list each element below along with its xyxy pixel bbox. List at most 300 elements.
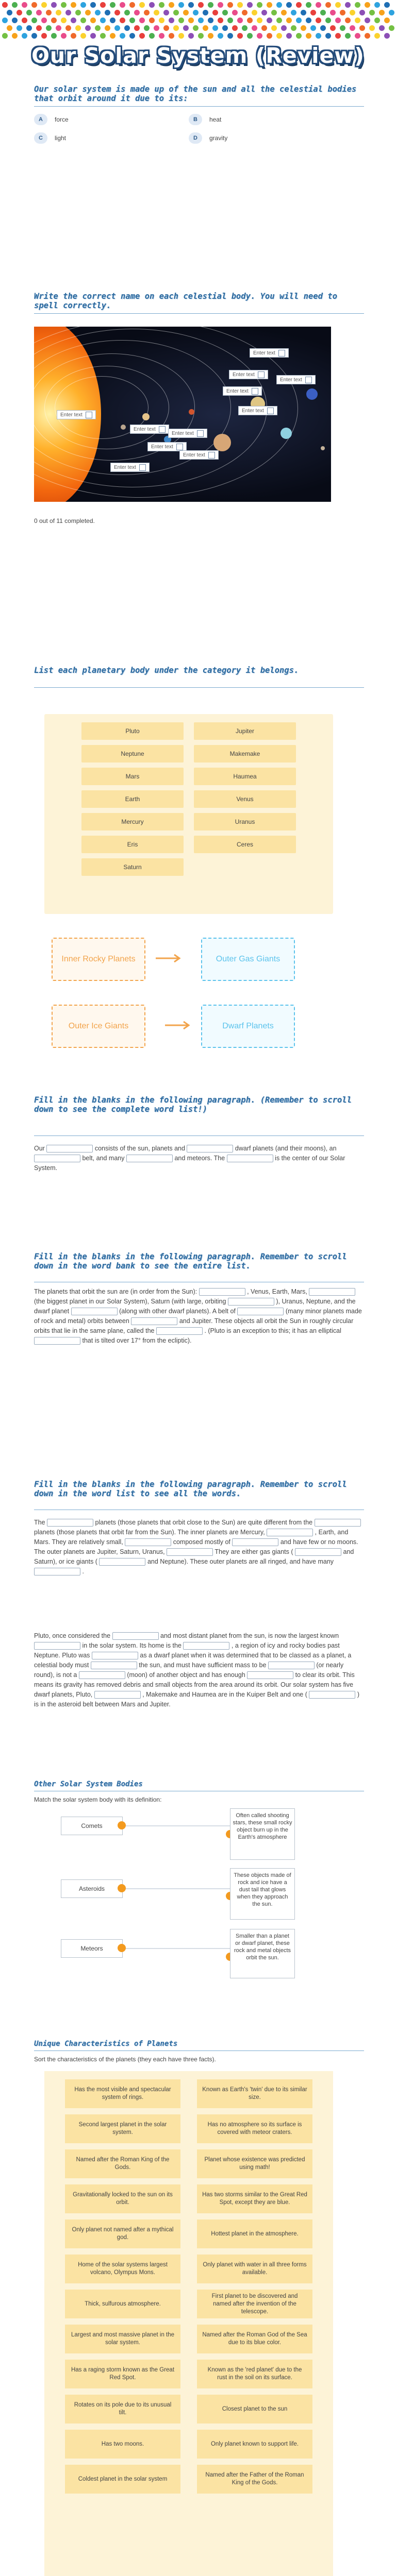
confetti-dot: [325, 33, 331, 39]
confetti-dot: [71, 18, 76, 23]
confetti-banner-top: [0, 0, 396, 42]
category-outer-ice[interactable]: Outer Ice Giants: [52, 1005, 145, 1048]
drag-item[interactable]: Eris: [81, 836, 184, 853]
confetti-dot: [61, 33, 67, 39]
blank-input[interactable]: [267, 1529, 313, 1536]
characteristic-item[interactable]: Rotates on its pole due to its unusual tilt.: [65, 2395, 180, 2424]
confetti-dot: [389, 10, 394, 15]
confetti-dot: [340, 10, 345, 15]
section-title-name-bodies: Write the correct name on each celestial body. You will need to spell correctly.: [34, 292, 337, 310]
section-title-other-bodies: Other Solar System Bodies: [34, 1780, 143, 1788]
confetti-dot: [252, 25, 257, 31]
blank-input[interactable]: [34, 1155, 80, 1162]
characteristic-item[interactable]: Has two storms similar to the Great Red Spot, except they are blue.: [197, 2184, 312, 2213]
match-handle[interactable]: [118, 1821, 126, 1829]
confetti-dot: [261, 25, 267, 31]
drag-item[interactable]: Venus: [194, 790, 296, 808]
sort-instruction: Sort the characteristics of the planets (they each have three facts).: [34, 2056, 216, 2063]
drag-item[interactable]: Earth: [81, 790, 184, 808]
match-definition[interactable]: These objects made of rock and ice have a dust tail that glows when they approach the sun.: [230, 1868, 295, 1920]
confetti-dot: [384, 33, 390, 39]
drag-item[interactable]: Ceres: [194, 836, 296, 853]
match-term-asteroids[interactable]: Asteroids: [61, 1879, 123, 1898]
confetti-dot: [212, 10, 218, 15]
page-title: Our Solar System (Review): [31, 43, 365, 68]
confetti-dot: [276, 18, 282, 23]
paragraph-dwarf-planets: Pluto, once considered the and most distant planet from the sun, is now the largest known in the solar system. Its home is the , a region of icy and rocky bodies past Neptune. Pluto was as a dwarf planet when it was determined that to be classed as a planet, a celestial body must the sun, and must have sufficient mass to be (or nearly round), is not a (moon) of another object and has enough to clear its orbit. This means its gravity has removed debris and small objects from the area around its orbit. Our solar system has five dwarf planets, Pluto, , Makemake and Haumea are in the Kuiper Belt and one ( ) is in the asteroid belt between Mars and Jupiter.: [34, 1632, 360, 1708]
confetti-dot: [222, 10, 228, 15]
confetti-dot: [203, 10, 208, 15]
blank-input[interactable]: [34, 1642, 80, 1650]
blank-input[interactable]: [79, 1671, 125, 1679]
venus: [142, 413, 150, 420]
confetti-dot: [379, 10, 385, 15]
confetti-dot: [80, 33, 86, 39]
confetti-dot: [188, 18, 194, 23]
section-title-fill-blanks-2: Fill in the blanks in the following paragraph. Remember to scroll down in the word bank to see the entire list.: [34, 1252, 347, 1270]
confetti-dot: [345, 33, 351, 39]
confetti-dot: [227, 2, 233, 8]
confetti-dot: [306, 33, 311, 39]
arrow-right-icon: [155, 953, 183, 963]
confetti-dot: [183, 25, 189, 31]
confetti-dot: [188, 2, 194, 8]
drag-item[interactable]: Makemake: [194, 745, 296, 762]
confetti-dot: [163, 10, 169, 15]
blank-input[interactable]: [71, 1308, 118, 1315]
blank-input[interactable]: [199, 1288, 245, 1296]
confetti-dot: [350, 25, 355, 31]
option-letter: C: [34, 132, 47, 144]
confetti-dot: [193, 25, 199, 31]
option-letter: A: [34, 114, 47, 125]
confetti-dot: [129, 2, 135, 8]
confetti-dot: [120, 2, 125, 8]
drag-item[interactable]: Uranus: [194, 813, 296, 831]
paragraph-inner-outer: The planets (those planets that orbit close to the Sun) are quite different from the planets (those planets that orbit far from the Sun). The inner planets are Mercury, , Earth, and Mars. They are relatively small, composed mostly of and have few or no moons. The outer planets are Jupiter, Saturn, Uranus, They are either gas giants ( and Saturn), or ice giants ( and Neptune). These outer planets are all ringed, and have many .: [34, 1518, 364, 1577]
confetti-dot: [61, 2, 67, 8]
pluto: [321, 446, 325, 450]
match-definition[interactable]: Smaller than a planet or dwarf planet, these rock and metal objects orbit the sun.: [230, 1929, 295, 1978]
confetti-dot: [120, 18, 125, 23]
confetti-dot: [389, 25, 394, 31]
confetti-dot: [114, 25, 120, 31]
drag-item[interactable]: Mercury: [81, 813, 184, 831]
characteristic-item[interactable]: First planet to be discovered and named after the invention of the telescope.: [197, 2290, 312, 2318]
confetti-dot: [365, 2, 370, 8]
confetti-dot: [310, 25, 316, 31]
confetti-dot: [154, 25, 159, 31]
confetti-dot: [369, 25, 375, 31]
drag-item[interactable]: Saturn: [81, 858, 184, 876]
confetti-dot: [208, 33, 213, 39]
label-input[interactable]: Enter text: [168, 429, 207, 438]
match-term-meteors[interactable]: Meteors: [61, 1939, 123, 1958]
confetti-dot: [26, 10, 32, 15]
blank-input[interactable]: [47, 1519, 93, 1527]
characteristic-item[interactable]: Named after the Roman King of the Gods.: [65, 2149, 180, 2178]
confetti-dot: [267, 2, 272, 8]
confetti-dot: [41, 33, 47, 39]
confetti-dot: [316, 18, 321, 23]
confetti-dot: [90, 2, 96, 8]
confetti-dot: [359, 10, 365, 15]
option-letter: B: [189, 114, 202, 125]
confetti-dot: [296, 18, 302, 23]
confetti-dot: [36, 25, 42, 31]
confetti-dot: [355, 18, 360, 23]
confetti-dot: [2, 33, 8, 39]
confetti-dot: [56, 10, 61, 15]
confetti-dot: [365, 33, 370, 39]
confetti-dot: [110, 18, 116, 23]
characteristic-item[interactable]: Has a raging storm known as the Great Red Spot.: [65, 2360, 180, 2388]
characteristic-item[interactable]: Known as Earth's 'twin' due to its similar size.: [197, 2079, 312, 2108]
confetti-dot: [384, 2, 390, 8]
option-label: heat: [209, 116, 222, 123]
characteristic-item[interactable]: Has no atmosphere so its surface is covered with meteor craters.: [197, 2114, 312, 2143]
confetti-dot: [320, 25, 326, 31]
confetti-dot: [65, 25, 71, 31]
confetti-dot: [257, 18, 262, 23]
confetti-dot: [193, 10, 199, 15]
blank-input[interactable]: [131, 1317, 177, 1325]
label-input[interactable]: Enter text: [110, 463, 150, 472]
confetti-dot: [222, 25, 228, 31]
blank-input[interactable]: [91, 1662, 137, 1669]
confetti-dot: [22, 18, 27, 23]
label-input[interactable]: Enter text: [179, 450, 219, 460]
confetti-dot: [139, 33, 145, 39]
confetti-dot: [227, 33, 233, 39]
uranus: [280, 428, 292, 439]
confetti-dot: [22, 2, 27, 8]
match-term-comets[interactable]: Comets: [61, 1817, 123, 1835]
blank-input[interactable]: [94, 1691, 141, 1699]
label-input[interactable]: Enter text: [223, 386, 262, 396]
blank-input[interactable]: [126, 1155, 173, 1162]
confetti-dot: [306, 18, 311, 23]
confetti-dot: [22, 33, 27, 39]
blank-input[interactable]: [309, 1288, 355, 1296]
confetti-dot: [46, 25, 52, 31]
confetti-dot: [51, 33, 57, 39]
confetti-dot: [281, 10, 287, 15]
characteristic-item[interactable]: Hottest planet in the atmosphere.: [197, 2219, 312, 2248]
confetti-dot: [237, 2, 243, 8]
confetti-dot: [31, 18, 37, 23]
confetti-dot: [100, 33, 106, 39]
confetti-dot: [169, 2, 174, 8]
option-d[interactable]: [189, 132, 227, 144]
confetti-dot: [325, 18, 331, 23]
confetti-dot: [359, 25, 365, 31]
confetti-dot: [16, 10, 22, 15]
confetti-dot: [355, 33, 360, 39]
option-c[interactable]: [34, 132, 66, 144]
characteristic-item[interactable]: Planet whose existence was predicted using math!: [197, 2149, 312, 2178]
confetti-dot: [129, 18, 135, 23]
confetti-dot: [7, 25, 12, 31]
confetti-dot: [345, 18, 351, 23]
blank-input[interactable]: [34, 1568, 80, 1575]
confetti-dot: [374, 2, 380, 8]
match-line: [122, 1888, 230, 1889]
confetti-dot: [330, 10, 336, 15]
characteristic-item[interactable]: Thick, sulfurous atmosphere.: [65, 2290, 180, 2318]
completion-status: 0 out of 11 completed.: [34, 517, 95, 524]
blank-input[interactable]: [295, 1548, 341, 1556]
option-label: force: [55, 116, 69, 123]
confetti-dot: [85, 25, 91, 31]
match-definition[interactable]: Often called shooting stars, these small rocky object burn up in the Earth's atmosphere: [230, 1808, 295, 1860]
confetti-dot: [237, 18, 243, 23]
divider: [34, 687, 364, 688]
confetti-dot: [276, 33, 282, 39]
option-letter: D: [189, 132, 202, 144]
confetti-dot: [85, 10, 91, 15]
confetti-dot: [178, 2, 184, 8]
characteristic-item[interactable]: Gravitationally locked to the sun on its orbit.: [65, 2184, 180, 2213]
confetti-dot: [252, 10, 257, 15]
confetti-dot: [183, 10, 189, 15]
blank-input[interactable]: [227, 1155, 273, 1162]
confetti-dot: [154, 10, 159, 15]
characteristic-item[interactable]: Named after the Father of the Roman King of the Gods.: [197, 2465, 312, 2494]
confetti-dot: [105, 25, 110, 31]
confetti-dot: [178, 18, 184, 23]
option-a[interactable]: [34, 113, 69, 126]
confetti-dot: [296, 33, 302, 39]
confetti-dot: [163, 25, 169, 31]
confetti-dot: [316, 33, 321, 39]
item-pool: [44, 714, 333, 914]
confetti-dot: [369, 10, 375, 15]
blank-input[interactable]: [34, 1337, 80, 1345]
confetti-dot: [198, 33, 204, 39]
blank-input[interactable]: [92, 1652, 138, 1659]
label-input[interactable]: Enter text: [229, 370, 268, 379]
confetti-dot: [134, 25, 140, 31]
label-input[interactable]: Enter text: [276, 375, 316, 384]
confetti-dot: [100, 18, 106, 23]
blank-input[interactable]: [156, 1327, 203, 1335]
confetti-dot: [247, 2, 253, 8]
characteristic-item[interactable]: Named after the Roman God of the Sea due to its blue color.: [197, 2325, 312, 2353]
blank-input[interactable]: [309, 1691, 355, 1699]
divider: [34, 2050, 364, 2051]
option-b[interactable]: [189, 113, 221, 126]
blank-input[interactable]: [167, 1548, 213, 1556]
blank-input[interactable]: [99, 1558, 145, 1566]
confetti-dot: [149, 2, 155, 8]
characteristics-pool: [44, 2071, 333, 2576]
confetti-dot: [212, 25, 218, 31]
category-inner-rocky[interactable]: Inner Rocky Planets: [52, 938, 145, 981]
confetti-dot: [144, 25, 150, 31]
confetti-dot: [51, 18, 57, 23]
solar-system-image: [34, 327, 331, 502]
confetti-dot: [218, 18, 223, 23]
confetti-dot: [384, 18, 390, 23]
drag-item[interactable]: Haumea: [194, 768, 296, 785]
characteristic-item[interactable]: Largest and most massive planet in the solar system.: [65, 2325, 180, 2353]
confetti-dot: [71, 2, 76, 8]
confetti-dot: [110, 2, 116, 8]
mercury: [121, 425, 126, 430]
confetti-dot: [267, 33, 272, 39]
blank-input[interactable]: [187, 1145, 233, 1153]
arrow-right-icon: [164, 1020, 192, 1030]
confetti-dot: [198, 2, 204, 8]
confetti-dot: [169, 33, 174, 39]
confetti-dot: [232, 25, 238, 31]
confetti-dot: [124, 10, 130, 15]
match-line: [122, 1948, 230, 1949]
blank-input[interactable]: [228, 1298, 274, 1306]
confetti-dot: [144, 10, 150, 15]
category-outer-gas[interactable]: Outer Gas Giants: [201, 938, 295, 981]
category-dwarf[interactable]: Dwarf Planets: [201, 1005, 295, 1048]
divider: [34, 106, 364, 107]
characteristic-item[interactable]: Second largest planet in the solar system.: [65, 2114, 180, 2143]
confetti-dot: [65, 10, 71, 15]
confetti-dot: [169, 18, 174, 23]
confetti-dot: [90, 18, 96, 23]
section-title-fill-blanks-1: Fill in the blanks in the following paragraph. (Remember to scroll down to see the complete word list!): [34, 1095, 352, 1114]
confetti-dot: [75, 10, 81, 15]
confetti-dot: [41, 2, 47, 8]
blank-input[interactable]: [315, 1519, 361, 1527]
characteristic-item[interactable]: Coldest planet in the solar system: [65, 2465, 180, 2494]
blank-input[interactable]: [112, 1632, 159, 1640]
confetti-dot: [281, 25, 287, 31]
confetti-dot: [242, 25, 248, 31]
confetti-dot: [149, 33, 155, 39]
confetti-dot: [159, 18, 164, 23]
drag-item[interactable]: Jupiter: [194, 722, 296, 740]
characteristic-item[interactable]: Known as the 'red planet' due to the rust in the soil on its surface.: [197, 2360, 312, 2388]
confetti-dot: [379, 25, 385, 31]
confetti-dot: [301, 10, 306, 15]
match-handle[interactable]: [118, 1944, 126, 1952]
label-input[interactable]: Enter text: [147, 442, 187, 451]
drag-item[interactable]: Pluto: [81, 722, 184, 740]
characteristic-item[interactable]: Has two moons.: [65, 2430, 180, 2459]
confetti-dot: [12, 2, 18, 8]
confetti-dot: [129, 33, 135, 39]
confetti-dot: [320, 10, 326, 15]
match-instruction: Match the solar system body with its definition:: [34, 1796, 162, 1803]
characteristic-item[interactable]: Only planet not named after a mythical god.: [65, 2219, 180, 2248]
confetti-dot: [257, 2, 262, 8]
characteristic-item[interactable]: Only planet with water in all three forms available.: [197, 2255, 312, 2283]
confetti-dot: [2, 18, 8, 23]
confetti-dot: [31, 33, 37, 39]
confetti-dot: [134, 10, 140, 15]
confetti-dot: [2, 2, 8, 8]
confetti-dot: [61, 18, 67, 23]
paragraph-solar-system: Our consists of the sun, planets and dwarf planets (and their moons), an belt, and many and meteors. The is the center of our Solar System.: [34, 1145, 345, 1172]
paragraph-planet-order: The planets that orbit the sun are (in order from the Sun): , Venus, Earth, Mars, (the biggest planet in our Solar System), Saturn (with large, orbiting ), Uranus, Neptune, and the dwarf planet (along with other dwarf planets). A belt of (many minor planets made of rock and metal) orbits between and Jupiter. These objects all orbit the Sun in roughly circular orbits that lie in the same plane, called the . (Pluto is an exception to this; it has an elliptical that is tilted over 17° from the ecliptic).: [34, 1288, 362, 1344]
confetti-dot: [218, 33, 223, 39]
confetti-dot: [301, 25, 306, 31]
match-line: [122, 1825, 230, 1826]
characteristic-item[interactable]: Home of the solar systems largest volcano, Olympus Mons.: [65, 2255, 180, 2283]
confetti-dot: [247, 33, 253, 39]
confetti-dot: [286, 33, 292, 39]
confetti-dot: [124, 25, 130, 31]
confetti-dot: [7, 10, 12, 15]
confetti-dot: [173, 25, 179, 31]
confetti-dot: [286, 2, 292, 8]
characteristic-item[interactable]: Closest planet to the sun: [197, 2395, 312, 2424]
confetti-dot: [330, 25, 336, 31]
confetti-dot: [350, 10, 355, 15]
confetti-dot: [365, 18, 370, 23]
drag-item[interactable]: Neptune: [81, 745, 184, 762]
blank-input[interactable]: [237, 1308, 284, 1315]
confetti-dot: [247, 18, 253, 23]
option-label: gravity: [209, 134, 228, 142]
confetti-dot: [56, 25, 61, 31]
characteristic-item[interactable]: Has the most visible and spectacular system of rings.: [65, 2079, 180, 2108]
label-input[interactable]: Enter text: [57, 410, 96, 419]
blank-input[interactable]: [125, 1538, 171, 1546]
blank-input[interactable]: [232, 1538, 278, 1546]
jupiter: [213, 434, 231, 451]
blank-input[interactable]: [268, 1662, 315, 1669]
confetti-dot: [271, 10, 277, 15]
drag-item[interactable]: Mars: [81, 768, 184, 785]
confetti-dot: [95, 10, 101, 15]
confetti-dot: [335, 33, 341, 39]
confetti-dot: [26, 25, 32, 31]
label-input[interactable]: Enter text: [238, 406, 277, 415]
confetti-dot: [31, 2, 37, 8]
confetti-dot: [12, 18, 18, 23]
confetti-dot: [306, 2, 311, 8]
section-title-fill-blanks-3: Fill in the blanks in the following paragraph. Remember to scroll down in the word list to see all the words.: [34, 1480, 347, 1498]
confetti-dot: [75, 25, 81, 31]
confetti-dot: [149, 18, 155, 23]
label-input[interactable]: Enter text: [130, 425, 169, 434]
confetti-dot: [159, 2, 164, 8]
characteristic-item[interactable]: Only planet known to support life.: [197, 2430, 312, 2459]
confetti-dot: [374, 33, 380, 39]
blank-input[interactable]: [183, 1642, 229, 1650]
confetti-dot: [95, 25, 101, 31]
confetti-dot: [242, 10, 248, 15]
confetti-dot: [90, 33, 96, 39]
blank-input[interactable]: [46, 1145, 93, 1153]
confetti-dot: [105, 10, 110, 15]
confetti-dot: [316, 2, 321, 8]
blank-input[interactable]: [247, 1671, 293, 1679]
confetti-dot: [267, 18, 272, 23]
confetti-dot: [139, 18, 145, 23]
match-handle[interactable]: [118, 1884, 126, 1892]
confetti-dot: [203, 25, 208, 31]
confetti-dot: [232, 10, 238, 15]
label-input[interactable]: Enter text: [250, 348, 289, 358]
confetti-dot: [51, 2, 57, 8]
divider: [34, 313, 364, 314]
confetti-dot: [100, 2, 106, 8]
section-title-characteristics: Unique Characteristics of Planets: [34, 2040, 178, 2048]
confetti-dot: [237, 33, 243, 39]
confetti-dot: [16, 25, 22, 31]
